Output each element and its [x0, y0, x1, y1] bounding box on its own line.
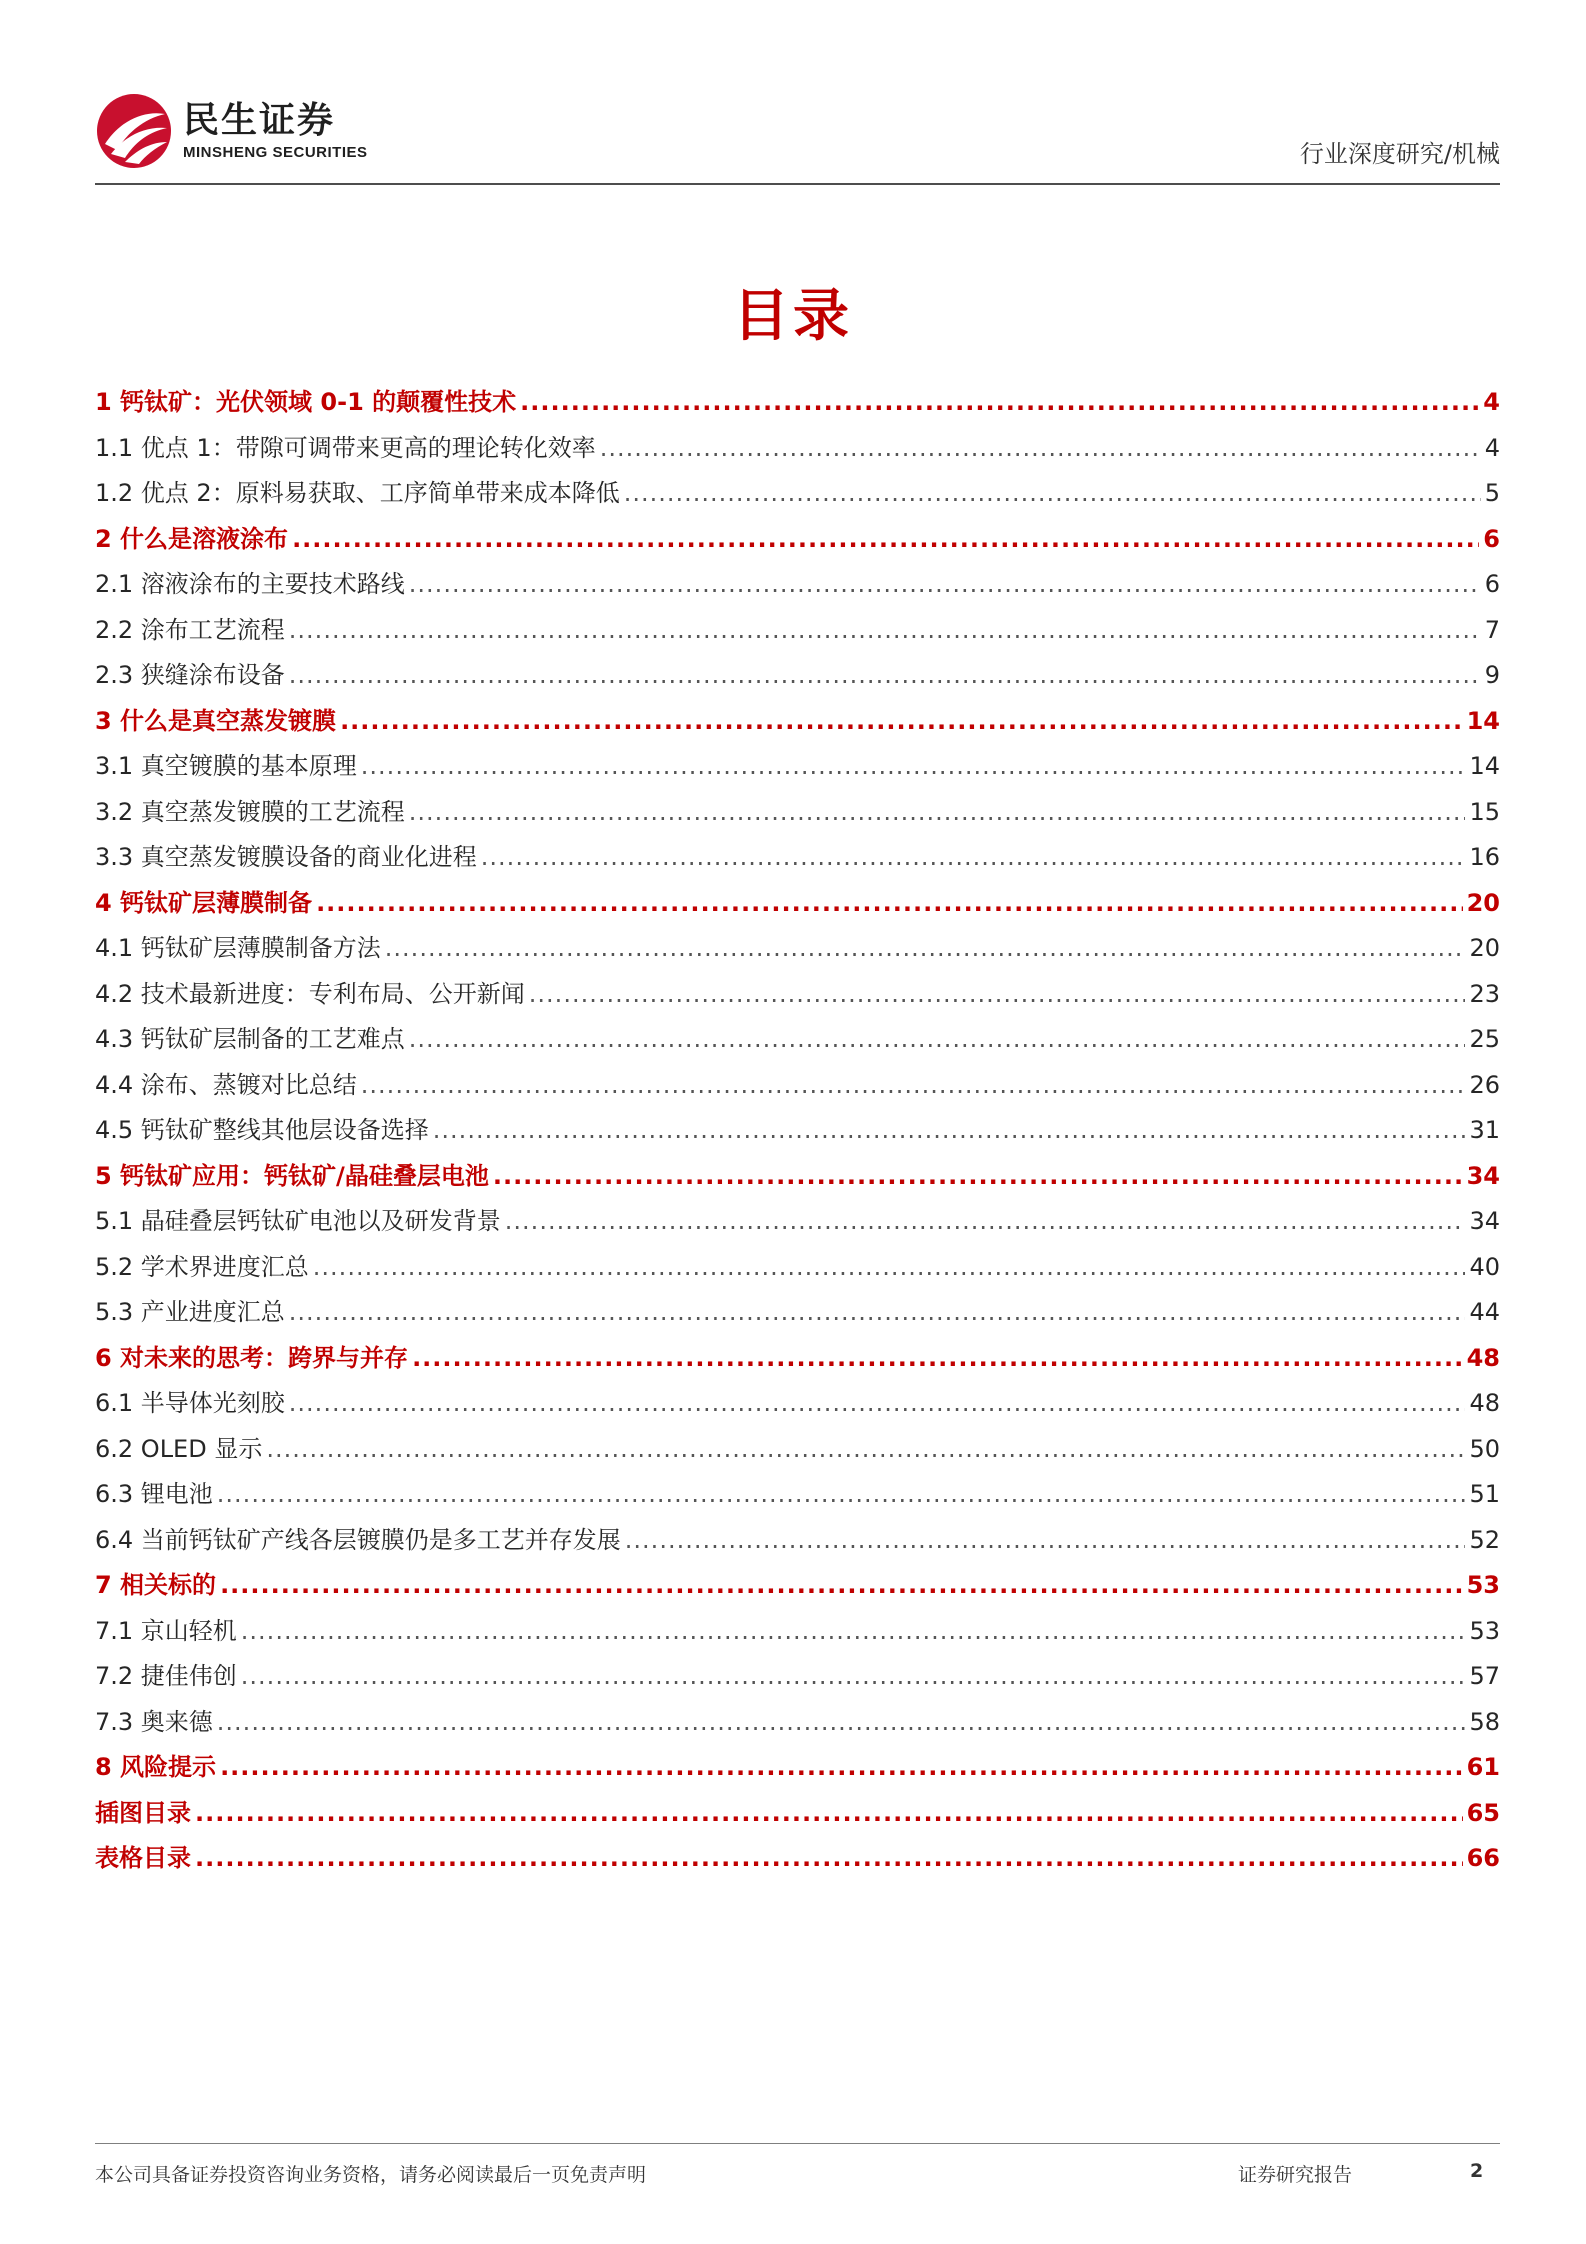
page-header	[95, 88, 1500, 184]
toc-chapter-entry[interactable]	[95, 1154, 1500, 1200]
toc-entry-page: 6	[1483, 524, 1500, 553]
toc-dot-leader	[220, 1563, 1463, 1609]
toc-chapter-entry[interactable]	[95, 1745, 1500, 1791]
toc-entry-label: 3.3 真空蒸发镀膜设备的商业化进程	[95, 843, 477, 871]
toc-dot-leader	[625, 1518, 1466, 1564]
minsheng-logo-icon	[95, 92, 173, 170]
toc-entry-page: 52	[1469, 1525, 1500, 1554]
toc-entry-label: 2.2 涂布工艺流程	[95, 615, 285, 644]
toc-dot-leader	[195, 1791, 1463, 1837]
toc-entry-page: 20	[1469, 934, 1500, 962]
toc-section-entry[interactable]	[95, 1290, 1500, 1336]
toc-chapter-entry[interactable]	[95, 1836, 1500, 1882]
toc-section-entry[interactable]	[95, 1472, 1500, 1518]
toc-section-entry[interactable]	[95, 608, 1500, 654]
toc-dot-leader	[217, 1472, 1466, 1518]
toc-entry-label: 3.2 真空蒸发镀膜的工艺流程	[95, 797, 405, 826]
toc-section-entry[interactable]	[95, 1518, 1500, 1564]
report-category: 行业深度研究/机械	[1299, 140, 1500, 168]
toc-section-entry[interactable]	[95, 1063, 1500, 1109]
toc-entry-label: 5.3 产业进度汇总	[95, 1298, 285, 1326]
toc-dot-leader	[292, 517, 1479, 563]
toc-entry-label: 6.4 当前钙钛矿产线各层镀膜仍是多工艺并存发展	[95, 1525, 621, 1554]
footer-page-number: 2	[1470, 2160, 1484, 2182]
toc-chapter-entry[interactable]	[95, 699, 1500, 745]
toc-entry-page: 65	[1466, 1798, 1500, 1827]
toc-entry-page: 26	[1469, 1070, 1500, 1099]
toc-entry-page: 34	[1466, 1161, 1500, 1190]
toc-entry-page: 57	[1469, 1662, 1500, 1690]
toc-entry-page: 4	[1484, 433, 1500, 462]
toc-entry-label: 5.2 学术界进度汇总	[95, 1252, 309, 1281]
toc-entry-label: 2.1 溶液涂布的主要技术路线	[95, 570, 405, 598]
toc-dot-leader	[529, 972, 1466, 1018]
toc-entry-page: 7	[1484, 615, 1500, 644]
toc-dot-leader	[241, 1654, 1466, 1700]
toc-entry-page: 53	[1469, 1616, 1500, 1645]
toc-section-entry[interactable]	[95, 790, 1500, 836]
toc-section-entry[interactable]	[95, 562, 1500, 608]
toc-dot-leader	[412, 1336, 1463, 1382]
toc-dot-leader	[289, 653, 1481, 699]
toc-section-entry[interactable]	[95, 1381, 1500, 1427]
toc-entry-label: 6.2 OLED 显示	[95, 1434, 263, 1463]
toc-entry-label: 5 钙钛矿应用：钙钛矿/晶硅叠层电池	[95, 1161, 489, 1190]
toc-entry-page: 58	[1469, 1707, 1500, 1736]
toc-entry-label: 6.3 锂电池	[95, 1480, 213, 1508]
toc-dot-leader	[385, 926, 1466, 972]
toc-section-entry[interactable]	[95, 653, 1500, 699]
toc-dot-leader	[266, 1427, 1465, 1473]
toc-chapter-entry[interactable]	[95, 517, 1500, 563]
toc-entry-page: 34	[1469, 1207, 1500, 1235]
toc-entry-label: 4.3 钙钛矿层制备的工艺难点	[95, 1025, 405, 1053]
toc-entry-page: 66	[1466, 1844, 1500, 1872]
toc-dot-leader	[361, 744, 1466, 790]
toc-section-entry[interactable]	[95, 1609, 1500, 1655]
toc-entry-page: 9	[1484, 661, 1500, 689]
toc-entry-page: 14	[1469, 752, 1500, 780]
toc-section-entry[interactable]	[95, 1108, 1500, 1154]
toc-dot-leader	[361, 1063, 1466, 1109]
toc-entry-label: 3 什么是真空蒸发镀膜	[95, 706, 337, 735]
page-title: 目录	[733, 284, 853, 349]
footer-disclaimer: 本公司具备证券投资咨询业务资格，请务必阅读最后一页免责声明	[95, 2164, 647, 2186]
toc-dot-leader	[409, 790, 1466, 836]
toc-section-entry[interactable]	[95, 1654, 1500, 1700]
toc-entry-page: 48	[1466, 1343, 1500, 1372]
toc-entry-label: 7 相关标的	[95, 1571, 217, 1599]
toc-entry-label: 6.1 半导体光刻胶	[95, 1389, 285, 1417]
toc-chapter-entry[interactable]	[95, 1791, 1500, 1837]
toc-entry-page: 20	[1466, 888, 1500, 917]
toc-chapter-entry[interactable]	[95, 1336, 1500, 1382]
toc-section-entry[interactable]	[95, 972, 1500, 1018]
toc-dot-leader	[220, 1745, 1463, 1791]
toc-entry-label: 4 钙钛矿层薄膜制备	[95, 888, 313, 917]
toc-entry-label: 5.1 晶硅叠层钙钛矿电池以及研发背景	[95, 1207, 501, 1235]
toc-entry-page: 23	[1469, 979, 1500, 1008]
toc-dot-leader	[600, 426, 1481, 472]
toc-entry-label: 1.2 优点 2：原料易获取、工序简单带来成本降低	[95, 479, 620, 507]
toc-entry-page: 31	[1469, 1116, 1500, 1144]
toc-dot-leader	[481, 835, 1466, 881]
toc-entry-label: 7.3 奥来德	[95, 1707, 213, 1736]
toc-dot-leader	[493, 1154, 1463, 1200]
toc-section-entry[interactable]	[95, 744, 1500, 790]
toc-entry-label: 4.5 钙钛矿整线其他层设备选择	[95, 1116, 429, 1144]
toc-dot-leader	[505, 1199, 1466, 1245]
toc-section-entry[interactable]	[95, 1245, 1500, 1291]
toc-dot-leader	[520, 380, 1479, 426]
toc-dot-leader	[241, 1609, 1466, 1655]
toc-dot-leader	[433, 1108, 1466, 1154]
footer-divider	[95, 2143, 1500, 2144]
toc-dot-leader	[217, 1700, 1466, 1746]
toc-entry-label: 7.1 京山轻机	[95, 1616, 237, 1645]
toc-entry-label: 3.1 真空镀膜的基本原理	[95, 752, 357, 780]
toc-section-entry[interactable]	[95, 926, 1500, 972]
toc-entry-page: 44	[1469, 1298, 1500, 1326]
toc-entry-label: 表格目录	[95, 1844, 191, 1872]
toc-section-entry[interactable]	[95, 1700, 1500, 1746]
toc-dot-leader	[340, 699, 1463, 745]
toc-entry-page: 15	[1469, 797, 1500, 826]
toc-dot-leader	[409, 562, 1481, 608]
toc-chapter-entry[interactable]	[95, 1563, 1500, 1609]
toc-dot-leader	[313, 1245, 1466, 1291]
toc-dot-leader	[289, 1381, 1466, 1427]
toc-section-entry[interactable]	[95, 1199, 1500, 1245]
toc-entry-page: 14	[1466, 706, 1500, 735]
company-logo	[95, 92, 368, 170]
toc-entry-label: 插图目录	[95, 1798, 191, 1827]
toc-entry-page: 61	[1466, 1753, 1500, 1781]
toc-entry-label: 4.1 钙钛矿层薄膜制备方法	[95, 934, 381, 962]
toc-entry-page: 25	[1469, 1025, 1500, 1053]
toc-entry-page: 16	[1469, 843, 1500, 871]
toc-chapter-entry[interactable]	[95, 380, 1500, 426]
toc-entry-page: 40	[1469, 1252, 1500, 1281]
toc-entry-label: 8 风险提示	[95, 1753, 217, 1781]
toc-entry-page: 4	[1483, 388, 1500, 416]
toc-chapter-entry[interactable]	[95, 881, 1500, 927]
toc-entry-page: 5	[1484, 479, 1500, 507]
logo-chinese-name: 民生证券	[183, 100, 336, 141]
toc-dot-leader	[195, 1836, 1463, 1882]
toc-section-entry[interactable]	[95, 835, 1500, 881]
toc-entry-label: 7.2 捷佳伟创	[95, 1662, 237, 1690]
toc-dot-leader	[289, 1290, 1466, 1336]
toc-entry-label: 1 钙钛矿：光伏领域 0-1 的颠覆性技术	[95, 388, 517, 416]
toc-section-entry[interactable]	[95, 1427, 1500, 1473]
toc-dot-leader	[409, 1017, 1466, 1063]
header-divider	[95, 183, 1500, 185]
toc-entry-page: 51	[1469, 1480, 1500, 1508]
toc-entry-label: 2.3 狭缝涂布设备	[95, 661, 285, 689]
table-of-contents	[95, 380, 1500, 1882]
toc-dot-leader	[316, 881, 1463, 927]
toc-entry-page: 6	[1484, 570, 1500, 598]
toc-entry-label: 4.4 涂布、蒸镀对比总结	[95, 1070, 357, 1099]
toc-entry-page: 48	[1469, 1389, 1500, 1417]
toc-section-entry[interactable]	[95, 471, 1500, 517]
toc-dot-leader	[624, 471, 1481, 517]
footer-report-type: 证券研究报告	[1238, 2164, 1353, 2186]
logo-english-name: MINSHENG SECURITIES	[183, 144, 368, 161]
toc-entry-page: 53	[1466, 1571, 1500, 1599]
toc-section-entry[interactable]	[95, 1017, 1500, 1063]
toc-entry-label: 2 什么是溶液涂布	[95, 524, 289, 553]
toc-entry-label: 1.1 优点 1：带隙可调带来更高的理论转化效率	[95, 433, 596, 462]
toc-section-entry[interactable]	[95, 426, 1500, 472]
toc-entry-label: 6 对未来的思考：跨界与并存	[95, 1343, 409, 1372]
toc-entry-page: 50	[1469, 1434, 1500, 1463]
toc-entry-label: 4.2 技术最新进度：专利布局、公开新闻	[95, 979, 525, 1008]
toc-dot-leader	[289, 608, 1481, 654]
